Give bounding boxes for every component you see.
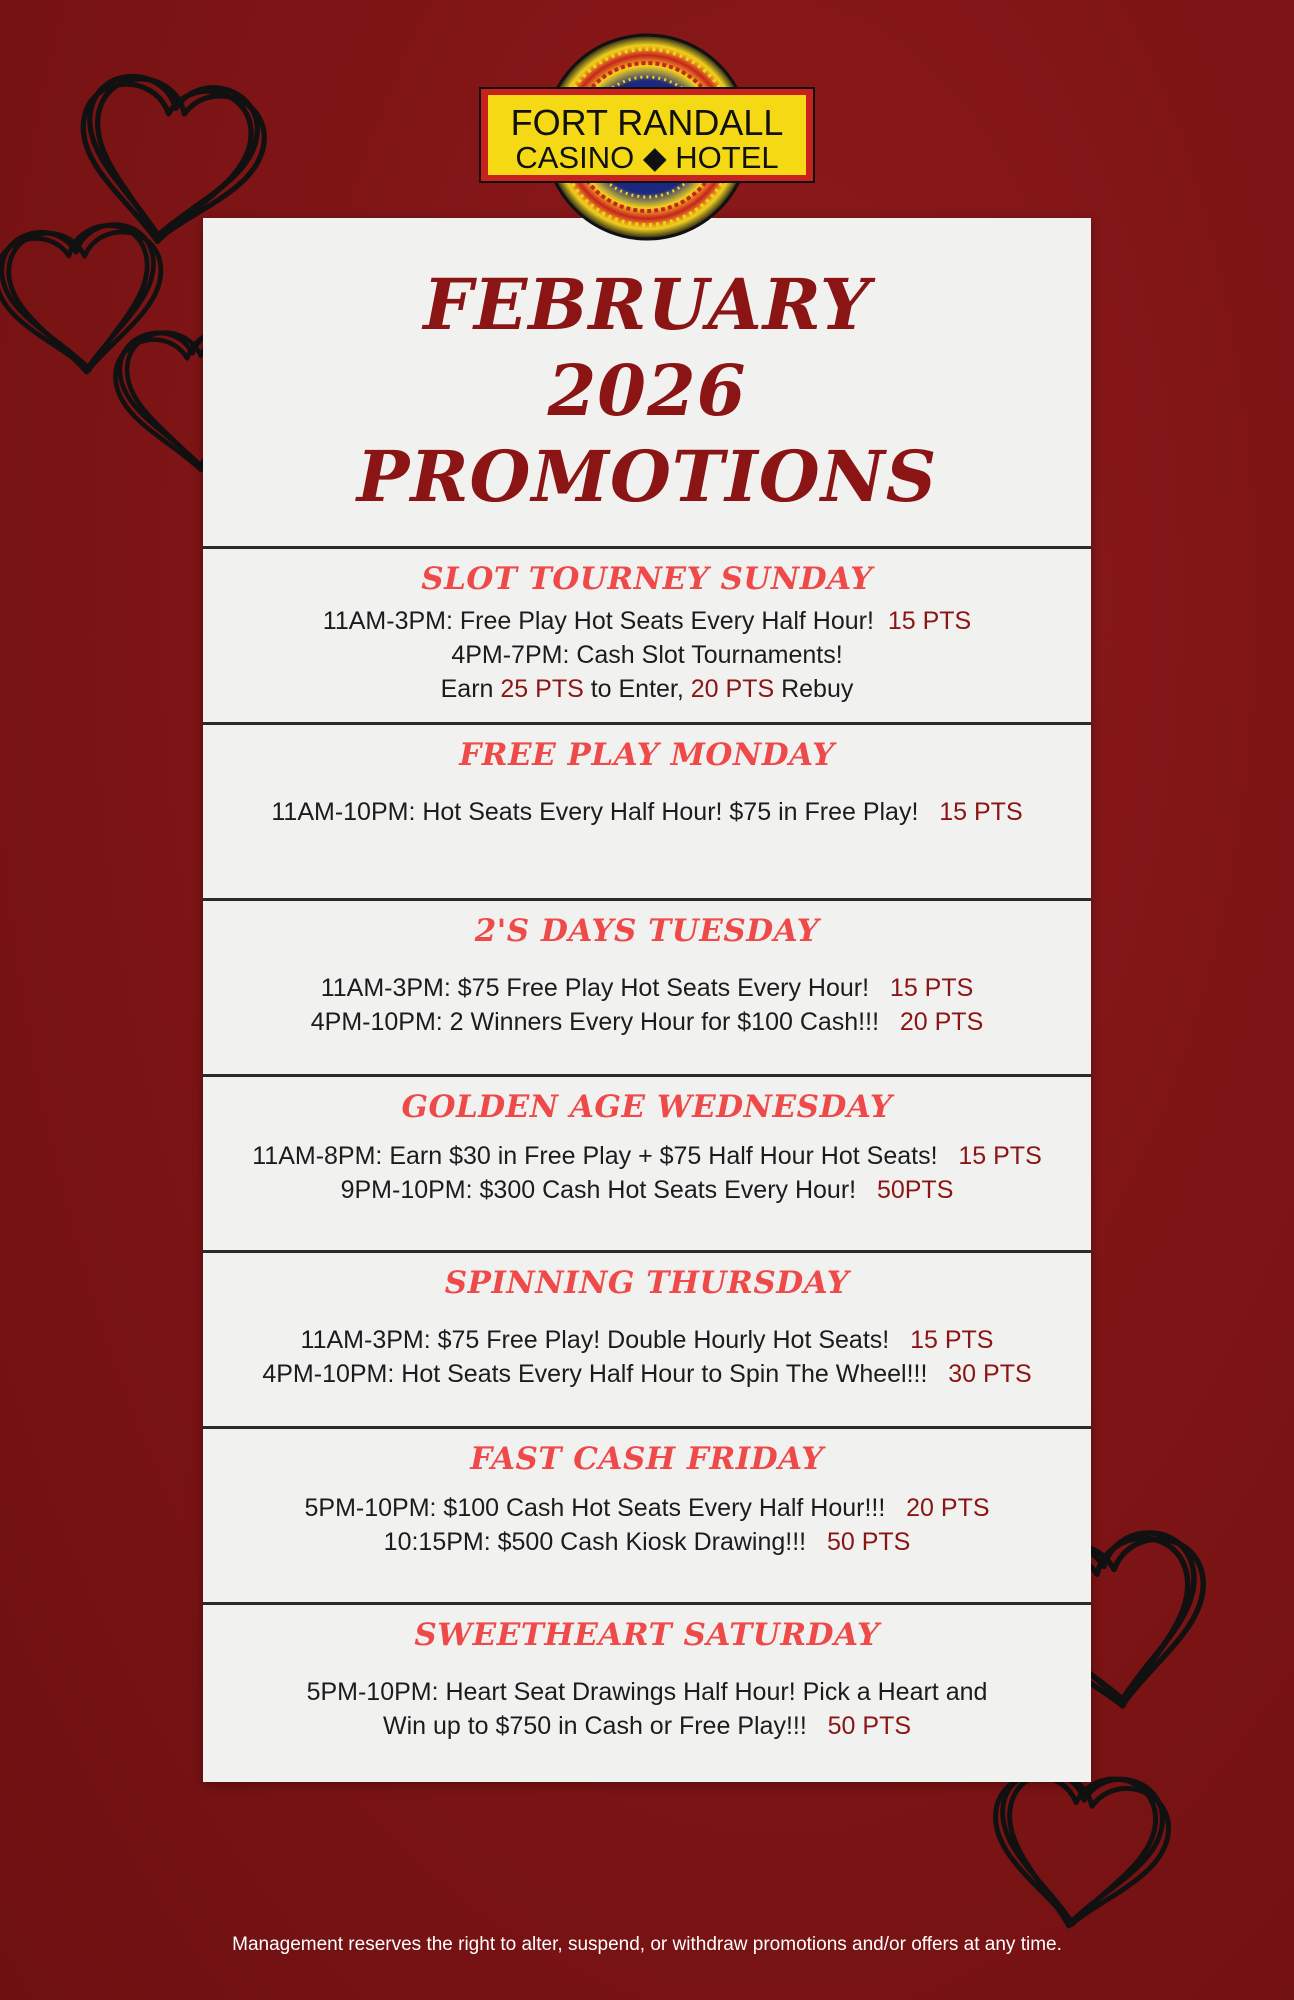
logo-text-line1: FORT RANDALL	[510, 102, 784, 143]
promo-line	[203, 1139, 1091, 1173]
promo-points: 20 PTS	[906, 1494, 990, 1522]
fort-randall-logo	[478, 32, 816, 242]
promo-text: 9PM-10PM: $300 Cash Hot Seats Every Hour!	[340, 1176, 857, 1204]
promo-section-saturday	[203, 1602, 1091, 1782]
promo-points: 15 PTS	[887, 607, 972, 635]
section-title: FREE PLAY MONDAY	[459, 737, 835, 773]
promo-text: 11AM-3PM: $75 Free Play! Double Hourly Hot Seats!	[300, 1326, 890, 1354]
promo-points: 50 PTS	[826, 1528, 911, 1556]
promo-text: 4PM-7PM: Cash Slot Tournaments!	[451, 641, 843, 669]
promo-points: 15 PTS	[889, 974, 974, 1002]
section-title: SPINNING THURSDAY	[444, 1265, 850, 1301]
promo-points: 15 PTS	[958, 1142, 1042, 1170]
promo-text: 4PM-10PM: 2 Winners Every Hour for $100 Cash!!!	[310, 1008, 880, 1036]
promo-text: 11AM-3PM: $75 Free Play Hot Seats Every Hour!	[320, 974, 870, 1002]
title-line: PROMOTIONS	[356, 435, 938, 518]
heart-outline-icon	[981, 1764, 1177, 1943]
section-title: SLOT TOURNEY SUNDAY	[421, 561, 873, 597]
promo-section-monday	[203, 722, 1091, 898]
section-title: 2'S DAYS TUESDAY	[474, 913, 820, 949]
promo-line	[203, 971, 1091, 1005]
promo-points: 20 PTS	[899, 1008, 984, 1036]
section-title: FAST CASH FRIDAY	[470, 1441, 824, 1477]
title-line: 2026	[547, 349, 747, 432]
promo-line	[203, 604, 1091, 638]
promo-line	[203, 638, 1091, 672]
promo-section-thursday	[203, 1250, 1091, 1426]
promo-line	[203, 1525, 1091, 1559]
promo-line	[203, 1491, 1091, 1525]
promo-text: 11AM-10PM: Hot Seats Every Half Hour! $75 in Free Play!	[271, 798, 919, 826]
promo-points: 50PTS	[876, 1176, 954, 1204]
title-line: FEBRUARY	[423, 263, 871, 346]
promo-points: 25 PTS	[500, 675, 584, 703]
promo-text: 10:15PM: $500 Cash Kiosk Drawing!!!	[383, 1528, 807, 1556]
promo-line	[203, 1323, 1091, 1357]
promo-line	[203, 672, 1091, 706]
promo-section-wednesday	[203, 1074, 1091, 1250]
promo-line	[203, 1357, 1091, 1391]
logo-text-line2: CASINO ◆ HOTEL	[515, 140, 779, 175]
promo-section-friday	[203, 1426, 1091, 1602]
promo-line	[203, 1005, 1091, 1039]
promo-points: 20 PTS	[690, 675, 775, 703]
promo-text: Earn	[440, 675, 501, 703]
promo-points: 15 PTS	[939, 798, 1023, 826]
promo-points: 30 PTS	[948, 1360, 1032, 1388]
section-title: SWEETHEART SATURDAY	[414, 1617, 880, 1653]
promo-section-sunday	[203, 546, 1091, 722]
promo-text: Rebuy	[774, 675, 854, 703]
promo-text: to Enter,	[583, 675, 691, 703]
promo-section-tuesday	[203, 898, 1091, 1074]
promo-text: 11AM-3PM: Free Play Hot Seats Every Half Hour!	[322, 607, 874, 635]
promo-text: 5PM-10PM: $100 Cash Hot Seats Every Half Hour!!!	[304, 1494, 886, 1522]
heart-outline-icon	[0, 217, 175, 387]
disclaimer: Management reserves the right to alter, suspend, or withdraw promotions and/or offers at any time.	[232, 1934, 1062, 1955]
promo-text: 5PM-10PM: Heart Seat Drawings Half Hour! Pick a Heart and	[306, 1678, 988, 1706]
promo-text: 11AM-8PM: Earn $30 in Free Play + $75 Half Hour Hot Seats!	[252, 1142, 938, 1170]
promo-line	[203, 795, 1091, 829]
page-title	[203, 262, 1091, 520]
promo-text: Win up to $750 in Cash or Free Play!!!	[382, 1712, 807, 1740]
promo-line	[203, 1173, 1091, 1207]
promo-points: 50 PTS	[827, 1712, 912, 1740]
promotions-card	[203, 218, 1091, 1782]
section-title: GOLDEN AGE WEDNESDAY	[401, 1089, 893, 1125]
promo-line	[203, 1675, 1091, 1709]
promo-text: 4PM-10PM: Hot Seats Every Half Hour to Spin The Wheel!!!	[262, 1360, 928, 1388]
promo-line	[203, 1709, 1091, 1743]
promo-points: 15 PTS	[910, 1326, 994, 1354]
